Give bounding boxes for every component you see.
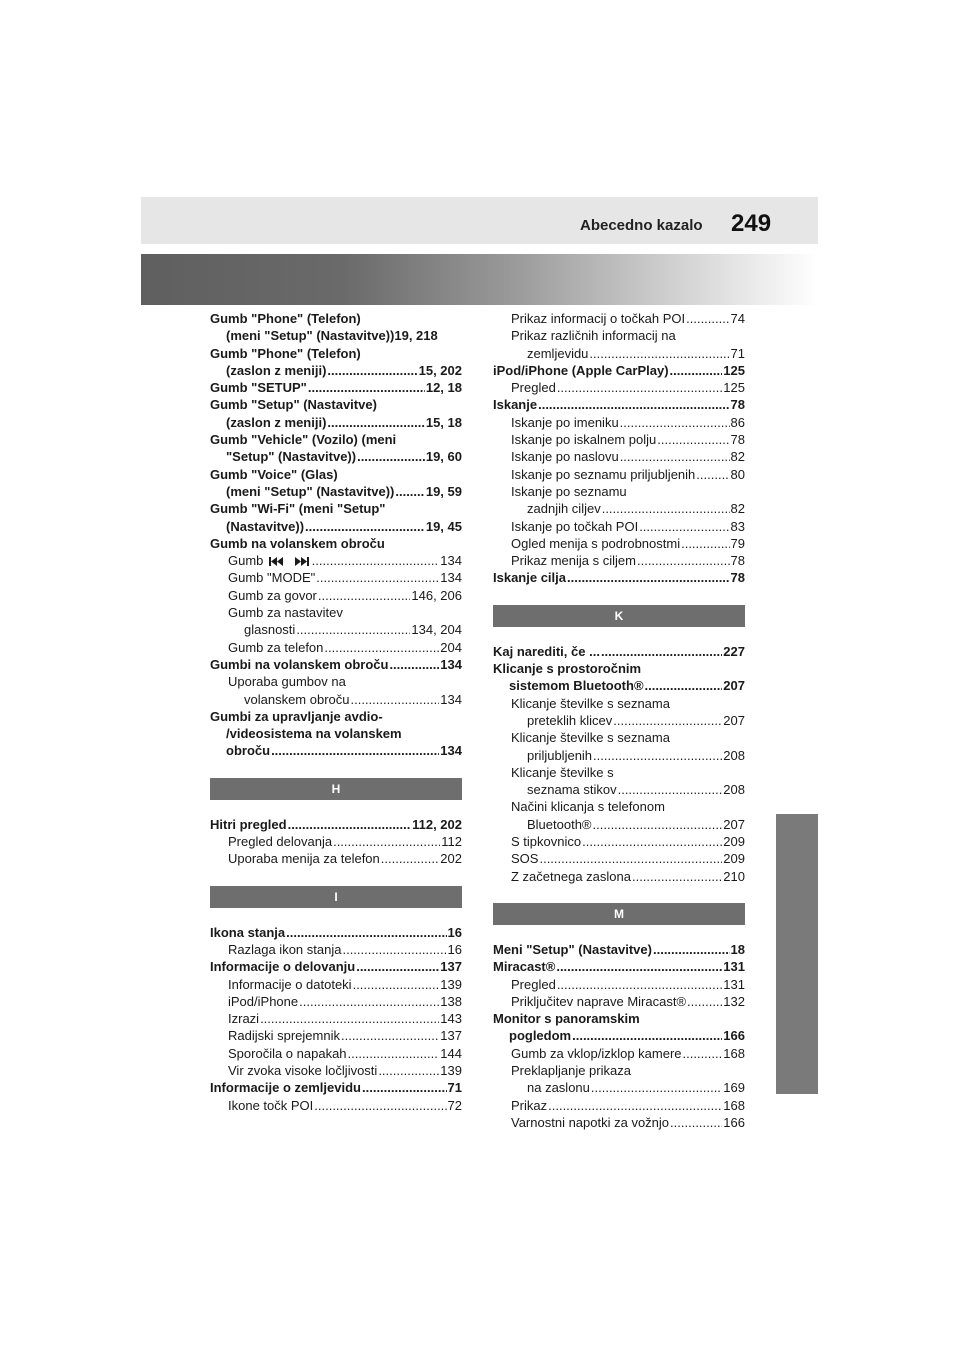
header-title: Abecedno kazalo <box>580 217 703 234</box>
index-subentry[interactable]: Prikaz ..... 168 <box>493 1097 745 1114</box>
index-subentry: Klicanje številke s seznama <box>511 695 670 711</box>
decorative-gradient-band <box>141 254 818 305</box>
section-side-tab <box>776 814 818 1094</box>
index-entry[interactable]: Gumbi na volanskem obroču ..... 134 <box>210 656 462 673</box>
index-subentry: Klicanje številke s <box>511 764 614 780</box>
index-entry[interactable]: sistemom Bluetooth® ..... 207 <box>493 677 745 694</box>
index-subentry[interactable]: Informacije o datoteki ..... 139 <box>210 976 462 993</box>
index-subentry[interactable]: Ikone točk POI ..... 72 <box>210 1097 462 1114</box>
index-entry[interactable]: Iskanje cilja ..... 78 <box>493 569 745 586</box>
index-subentry[interactable]: glasnosti ..... 134, 204 <box>210 621 462 638</box>
index-subentry: Prikaz različnih informacij na <box>511 328 676 344</box>
index-entry: Gumb "Vehicle" (Vozilo) (meni <box>210 432 397 448</box>
index-subentry[interactable]: Ogled menija s podrobnostmi ..... 79 <box>493 535 745 552</box>
index-subentry[interactable]: Gumb "MODE" ..... 134 <box>210 569 462 586</box>
index-entry[interactable]: obroču ..... 134 <box>210 742 462 759</box>
index-column-right <box>493 310 745 1131</box>
index-subentry[interactable]: priljubljenih ..... 208 <box>493 747 745 764</box>
index-subentry[interactable]: Vir zvoka visoke ločljivosti ..... 139 <box>210 1062 462 1079</box>
index-subentry[interactable]: Gumb za vklop/izklop kamere ..... 168 <box>493 1045 745 1062</box>
index-subentry[interactable]: Iskanje po seznamu priljubljenih ..... 80 <box>493 466 745 483</box>
index-subentry[interactable]: Bluetooth® ..... 207 <box>493 816 745 833</box>
section-header-h: H <box>210 778 462 800</box>
section-header-k: K <box>493 605 745 627</box>
index-entry[interactable]: Iskanje ..... 78 <box>493 396 745 413</box>
index-subentry[interactable]: Razlaga ikon stanja ..... 16 <box>210 941 462 958</box>
index-entry: Gumbi za upravljanje avdio- <box>210 708 383 724</box>
index-entry[interactable]: (Nastavitve)) ..... 19, 45 <box>210 518 462 535</box>
index-entry[interactable]: Hitri pregled ..... 112, 202 <box>210 816 462 833</box>
index-entry[interactable]: Ikona stanja ..... 16 <box>210 924 462 941</box>
index-subentry: Gumb za nastavitev <box>228 605 343 621</box>
skip-previous-icon <box>269 556 285 567</box>
index-subentry[interactable]: Uporaba menija za telefon ..... 202 <box>210 850 462 867</box>
index-subentry[interactable]: Izrazi ..... 143 <box>210 1010 462 1027</box>
index-subentry[interactable]: Gumb za govor ..... 146, 206 <box>210 587 462 604</box>
index-entry[interactable]: Kaj narediti, če ... ..... 227 <box>493 643 745 660</box>
index-entry[interactable]: (meni "Setup" (Nastavitve)) ..... 19, 59 <box>210 483 462 500</box>
index-entry[interactable]: pogledom ..... 166 <box>493 1027 745 1044</box>
index-subentry[interactable]: Prikaz menija s ciljem ..... 78 <box>493 552 745 569</box>
index-entry[interactable]: Informacije o zemljevidu ..... 71 <box>210 1079 462 1096</box>
index-entry[interactable]: Gumb "SETUP" ..... 12, 18 <box>210 379 462 396</box>
index-subentry[interactable]: Priključitev naprave Miracast® ..... 132 <box>493 993 745 1010</box>
index-entry[interactable]: iPod/iPhone (Apple CarPlay) ..... 125 <box>493 362 745 379</box>
index-subentry: Preklapljanje prikaza <box>511 1062 631 1078</box>
index-entry[interactable]: (meni "Setup" (Nastavitve)) 19, 218 <box>226 328 438 344</box>
index-subentry[interactable]: zemljevidu ..... 71 <box>493 345 745 362</box>
index-subentry[interactable]: preteklih klicev ..... 207 <box>493 712 745 729</box>
index-entry[interactable]: "Setup" (Nastavitve)) ..... 19, 60 <box>210 448 462 465</box>
index-subentry[interactable]: Sporočila o napakah ..... 144 <box>210 1045 462 1062</box>
index-subentry[interactable]: Gumb za telefon ..... 204 <box>210 639 462 656</box>
index-entry: Monitor s panoramskim <box>493 1011 640 1027</box>
index-subentry[interactable]: S tipkovnico ..... 209 <box>493 833 745 850</box>
index-subentry[interactable]: Iskanje po naslovu ..... 82 <box>493 448 745 465</box>
index-subentry[interactable]: Pregled ..... 125 <box>493 379 745 396</box>
index-entry: /videosistema na volanskem <box>226 726 402 742</box>
index-subentry[interactable]: Iskanje po imeniku ..... 86 <box>493 414 745 431</box>
index-subentry[interactable]: volanskem obroču ..... 134 <box>210 691 462 708</box>
index-entry[interactable]: Miracast® ..... 131 <box>493 958 745 975</box>
index-subentry: Načini klicanja s telefonom <box>511 799 665 815</box>
section-header-i: I <box>210 886 462 908</box>
index-subentry[interactable]: Radijski sprejemnik ..... 137 <box>210 1027 462 1044</box>
index-entry: Gumb "Setup" (Nastavitve) <box>210 397 377 413</box>
index-subentry[interactable]: Varnostni napotki za vožnjo ..... 166 <box>493 1114 745 1131</box>
index-entry: Gumb "Phone" (Telefon) <box>210 345 361 361</box>
index-subentry[interactable]: Prikaz informacij o točkah POI ..... 74 <box>493 310 745 327</box>
skip-next-icon <box>293 556 309 567</box>
index-subentry: Klicanje številke s seznama <box>511 730 670 746</box>
index-subentry[interactable]: na zaslonu ..... 169 <box>493 1079 745 1096</box>
index-subentry[interactable]: Iskanje po točkah POI ..... 83 <box>493 518 745 535</box>
section-header-m: M <box>493 903 745 925</box>
index-entry: Klicanje s prostoročnim <box>493 661 642 677</box>
index-entry[interactable]: (zaslon z meniji) ..... 15, 18 <box>210 414 462 431</box>
index-subentry: Iskanje po seznamu <box>511 483 627 499</box>
index-subentry[interactable]: SOS ..... 209 <box>493 850 745 867</box>
index-subentry[interactable]: Z začetnega zaslona ..... 210 <box>493 868 745 885</box>
index-subentry[interactable]: iPod/iPhone ..... 138 <box>210 993 462 1010</box>
index-entry: Gumb "Phone" (Telefon) <box>210 311 361 326</box>
index-subentry[interactable]: Gumb ..... 134 <box>210 552 462 569</box>
index-subentry[interactable]: seznama stikov ..... 208 <box>493 781 745 798</box>
index-entry[interactable]: (zaslon z meniji) ..... 15, 202 <box>210 362 462 379</box>
index-subentry[interactable]: Pregled ..... 131 <box>493 976 745 993</box>
index-column-left <box>210 310 462 1114</box>
index-subentry[interactable]: Pregled delovanja ..... 112 <box>210 833 462 850</box>
index-entry[interactable]: Informacije o delovanju ..... 137 <box>210 958 462 975</box>
index-entry: Gumb "Wi-Fi" (meni "Setup" <box>210 501 386 517</box>
index-entry[interactable]: Meni "Setup" (Nastavitve) ..... 18 <box>493 941 745 958</box>
page-number: 249 <box>731 210 772 237</box>
index-entry: Gumb "Voice" (Glas) <box>210 466 338 482</box>
index-subentry: Uporaba gumbov na <box>228 674 346 690</box>
index-entry: Gumb na volanskem obroču <box>210 535 385 551</box>
index-subentry[interactable]: zadnjih ciljev ..... 82 <box>493 500 745 517</box>
header-band <box>141 197 818 244</box>
index-subentry[interactable]: Iskanje po iskalnem polju ..... 78 <box>493 431 745 448</box>
